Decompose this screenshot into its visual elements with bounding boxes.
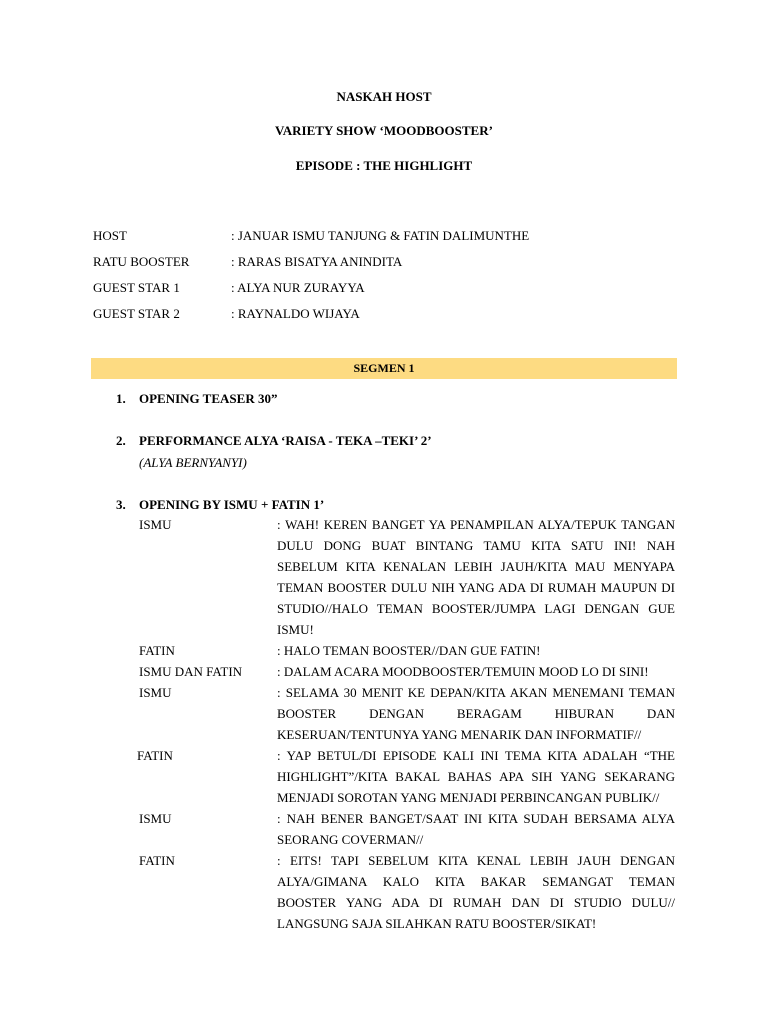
dialogue-line: HIGHLIGHT”/KITA BAKAL BAHAS APA SIH YANG SEKARANG <box>277 769 675 784</box>
dialogue-line: LANGSUNG SAJA SILAHKAN RATU BOOSTER/SIKAT! <box>277 916 597 931</box>
speaker-name: FATIN <box>139 853 175 868</box>
speaker-name: ISMU DAN FATIN <box>139 664 243 679</box>
dialogue-line: ALYA/GIMANA KALO KITA BAKAR SEMANGAT TEMAN <box>277 874 675 889</box>
item-title: OPENING BY ISMU + FATIN 1’ <box>139 497 325 512</box>
item-number: 2. <box>116 433 126 448</box>
dialogue-line: ISMU! <box>277 622 314 637</box>
item-number: 1. <box>116 391 126 406</box>
info-label: RATU BOOSTER <box>93 254 190 269</box>
dialogue-line: SEORANG COVERMAN// <box>277 832 424 847</box>
item-title: OPENING TEASER 30” <box>139 391 278 406</box>
info-label: HOST <box>93 228 127 243</box>
dialogue-line: BOOSTER DENGAN BERAGAM HIBURAN DAN <box>277 706 675 721</box>
dialogue-line: KESERUAN/TENTUNYA YANG MENARIK DAN INFORMATIF// <box>277 727 642 742</box>
dialogue-line: BOOSTER YANG ADA DI RUMAH DAN DI STUDIO DULU// <box>277 895 675 910</box>
info-label: GUEST STAR 1 <box>93 280 180 295</box>
item-title: PERFORMANCE ALYA ‘RAISA - TEKA –TEKI’ 2’ <box>139 433 432 448</box>
speaker-name: ISMU <box>139 685 172 700</box>
info-value: : ALYA NUR ZURAYYA <box>231 280 365 295</box>
doc-title: NASKAH HOST <box>336 89 432 104</box>
dialogue-line: STUDIO//HALO TEMAN BOOSTER/JUMPA LAGI DENGAN GUE <box>277 601 675 616</box>
item-number: 3. <box>116 497 126 512</box>
dialogue-line: : NAH BENER BANGET/SAAT INI KITA SUDAH BERSAMA ALYA <box>277 811 675 826</box>
dialogue-line: MENJADI SOROTAN YANG MENJADI PERBINCANGAN PUBLIK// <box>277 790 660 805</box>
speaker-name: ISMU <box>139 517 172 532</box>
dialogue-line: : EITS! TAPI SEBELUM KITA KENAL LEBIH JAUH DENGAN <box>277 853 675 868</box>
speaker-name: FATIN <box>137 748 173 763</box>
speaker-name: FATIN <box>139 643 175 658</box>
dialogue-line: : HALO TEMAN BOOSTER//DAN GUE FATIN! <box>277 643 541 658</box>
episode-title: EPISODE : THE HIGHLIGHT <box>295 158 473 173</box>
dialogue-line: DULU DONG BUAT BINTANG TAMU KITA SATU INI! NAH <box>277 538 675 553</box>
item-note: (ALYA BERNYANYI) <box>139 455 247 470</box>
dialogue-line: : WAH! KEREN BANGET YA PENAMPILAN ALYA/TEPUK TANGAN <box>277 517 675 532</box>
dialogue-line: : SELAMA 30 MENIT KE DEPAN/KITA AKAN MENEMANI TEMAN <box>277 685 675 700</box>
info-value: : RAYNALDO WIJAYA <box>231 306 360 321</box>
info-value: : RARAS BISATYA ANINDITA <box>231 254 403 269</box>
dialogue-line: SEBELUM KITA KENALAN LEBIH JAUH/KITA MAU MENYAPA <box>277 559 675 574</box>
segment-header: SEGMEN 1 <box>91 358 677 379</box>
dialogue-line: : YAP BETUL/DI EPISODE KALI INI TEMA KITA ADALAH “THE <box>277 748 675 763</box>
info-label: GUEST STAR 2 <box>93 306 180 321</box>
dialogue-line: TEMAN BOOSTER DULU NIH YANG ADA DI RUMAH MAUPUN DI <box>277 580 675 595</box>
doc-subtitle: VARIETY SHOW ‘MOODBOOSTER’ <box>275 123 493 138</box>
info-value: : JANUAR ISMU TANJUNG & FATIN DALIMUNTHE <box>231 228 530 243</box>
dialogue-line: : DALAM ACARA MOODBOOSTER/TEMUIN MOOD LO DI SINI! <box>277 664 649 679</box>
speaker-name: ISMU <box>139 811 172 826</box>
